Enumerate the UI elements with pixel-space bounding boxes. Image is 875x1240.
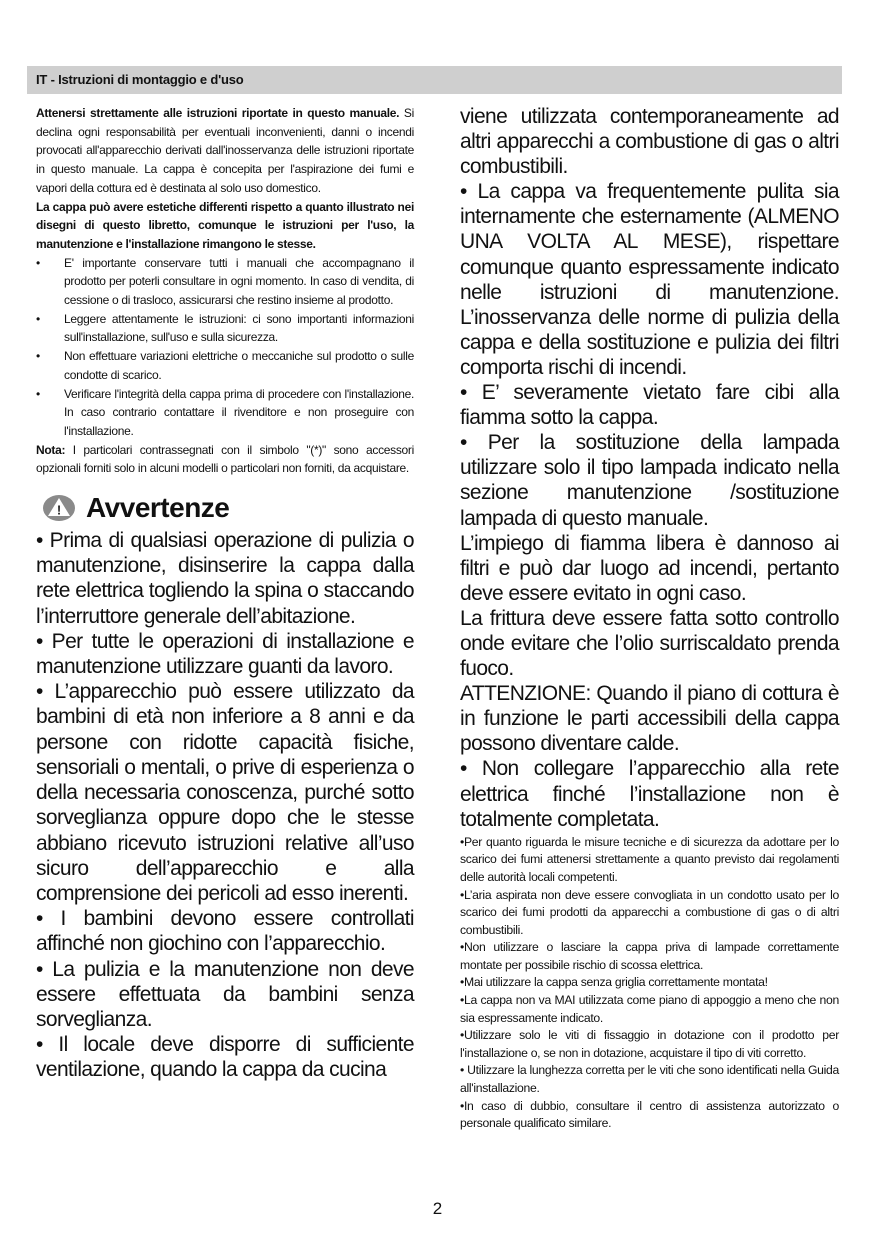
warnings-right — [460, 104, 839, 832]
list-item — [36, 385, 414, 441]
warning-paragraph: • La pulizia e la manutenzione non deve essere effettuata da bambini senza sorveglianza. — [36, 957, 414, 1031]
warning-paragraph: • Prima di qualsiasi operazione di pulizia o manutenzione, disinserire la cappa dalla rete elettrica togliendo la spina o staccando l’interruttore generale dell’abitazione. — [36, 529, 414, 628]
warning-paragraph: ATTENZIONE: Quando il piano di cottura è in funzione le parti accessibili della cappa possono diventare calde. — [460, 682, 839, 756]
warnings-title: Avvertenze — [86, 492, 230, 524]
warning-paragraph: • La cappa va frequentemente pulita sia internamente che esternamente (ALMENO UNA VOLTA AL MESE), rispettare comunque quanto espressamente indicato nelle istruzioni di manutenzione. L’inosservanza delle norme di pulizia della cappa e della sostituzione e pulizia dei filtri comporta rischi di incendi. — [460, 180, 839, 379]
note-text: I particolari contrassegnati con il simbolo "(*)" sono accessori opzionali forniti solo in alcuni modelli o particolari non forniti, da acquistare. — [36, 442, 414, 476]
intro-bold-paragraph: La cappa può avere estetiche differenti rispetto a quanto illustrato nei disegni di questo libretto, comunque le istruzioni per l'uso, la manutenzione e l'installazione rimangono le stesse. — [36, 199, 414, 251]
section-title: IT - Istruzioni di montaggio e d'uso — [36, 72, 244, 87]
safety-note: •Mai utilizzare la cappa senza griglia correttamente montata! — [460, 975, 768, 990]
right-column — [460, 104, 839, 1133]
safety-note: •Utilizzare solo le viti di fissaggio in dotazione con il prodotto per l'installazione o, se non in dotazione, acquistare il tipo di viti corretto. — [460, 1028, 839, 1060]
bullet-icon: • — [36, 311, 40, 326]
bullet-icon: • — [36, 255, 40, 270]
warning-paragraph: • E’ severamente vietato fare cibi alla fiamma sotto la cappa. — [460, 381, 839, 430]
safety-note: • Utilizzare la lunghezza corretta per le viti che sono identificati nella Guida all'installazione. — [460, 1063, 839, 1096]
safety-note: •In caso di dubbio, consultare il centro di assistenza autorizzato o personale qualificato similare. — [460, 1098, 839, 1131]
warnings-left — [36, 528, 414, 1082]
warning-paragraph: La frittura deve essere fatta sotto controllo onde evitare che l’olio surriscaldato prenda fuoco. — [460, 606, 839, 681]
intro-lead-bold: Attenersi strettamente alle istruzioni riportate in questo manuale. — [36, 106, 400, 120]
warnings-heading — [36, 491, 414, 525]
safety-note: •La cappa non va MAI utilizzata come piano di appoggio a meno che non sia espressamente indicato. — [460, 993, 839, 1025]
warning-paragraph: • Non collegare l’apparecchio alla rete elettrica finché l’installazione non è totalmente completata. — [460, 757, 839, 831]
safety-note: •Non utilizzare o lasciare la cappa priva di lampade correttamente montate per possibile rischio di scossa elettrica. — [460, 940, 839, 972]
warning-paragraph: • Per tutte le operazioni di installazione e manutenzione utilizzare guanti da lavoro. — [36, 629, 414, 679]
page-number: 2 — [432, 1199, 443, 1218]
warning-paragraph: L’impiego di fiamma libera è dannoso ai filtri e può dar luogo ad incendi, pertanto deve essere evitato in ogni caso. — [460, 531, 839, 605]
bullet-icon: • — [36, 386, 40, 401]
list-item — [36, 347, 414, 384]
header-bar — [27, 66, 842, 94]
warnings-right-small — [460, 834, 839, 1133]
note-label: Nota: — [36, 442, 66, 457]
note-paragraph — [36, 441, 414, 478]
warning-paragraph: • L’apparecchio può essere utilizzato da bambini di età non inferiore a 8 anni e da persone con ridotte capacità fisiche, sensoriali o mentali, o prive di esperienza o della necessaria conoscenza, purché sotto sorveglianza oppure dopo che le stesse abbiano ricevuto istruzioni relative all’uso sicuro dell’apparecchio e alla comprensione dei pericoli ad esso inerenti. — [36, 680, 414, 905]
list-item-text: Verificare l'integrità della cappa prima di procedere con l'installazione. In caso contrario contattare il rivenditore e non proseguire con l'installazione. — [64, 386, 414, 438]
warning-paragraph: • Per la sostituzione della lampada utilizzare solo il tipo lampada indicato nella sezione manutenzione /sostituzione lampada di questo manuale. — [460, 431, 839, 530]
list-item — [36, 310, 414, 347]
warning-icon-glyph: ! — [56, 502, 62, 518]
warning-icon — [42, 493, 76, 523]
safety-note: •L’aria aspirata non deve essere convogliata in un condotto usato per lo scarico dei fumi prodotti da apparecchi a combustione di gas o di altri combustibili. — [460, 887, 839, 937]
intro-section — [36, 104, 414, 478]
bullet-icon: • — [36, 349, 40, 364]
intro-paragraph — [36, 104, 414, 198]
list-item-text: Leggere attentamente le istruzioni: ci sono importanti informazioni sull'installazione, sull'uso e sulla sicurezza. — [64, 311, 414, 345]
warning-paragraph: • I bambini devono essere controllati affinché non giochino con l’apparecchio. — [36, 907, 414, 956]
list-item — [36, 254, 414, 310]
left-column — [36, 104, 414, 1083]
intro-lead-text: Si declina ogni responsabilità per eventuali inconvenienti, danni o incendi provocati all'apparecchio derivati dall'inosservanza delle istruzioni riportate in questo manuale. La cappa è concepita per l'aspirazione dei fumi e vapori della cottura ed è destinata al solo uso domestico. — [36, 106, 414, 195]
list-item-text: Non effettuare variazioni elettriche o meccaniche sul prodotto o sulle condotte di scarico. — [64, 349, 414, 382]
warning-paragraph: viene utilizzata contemporaneamente ad altri apparecchi a combustione di gas o altri combustibili. — [460, 105, 839, 179]
safety-note: •Per quanto riguarda le misure tecniche e di sicurezza da adottare per lo scarico dei fumi attenersi strettamente a quanto previsto dai regolamenti delle autorità locali competenti. — [460, 834, 839, 884]
list-item-text: E' importante conservare tutti i manuali che accompagnano il prodotto per poterli consultare in ogni momento. In caso di vendita, di cessione o di trasloco, assicurarsi che restino insieme al prodotto. — [64, 255, 414, 308]
warning-paragraph: • Il locale deve disporre di sufficiente ventilazione, quando la cappa da cucina — [36, 1033, 414, 1082]
